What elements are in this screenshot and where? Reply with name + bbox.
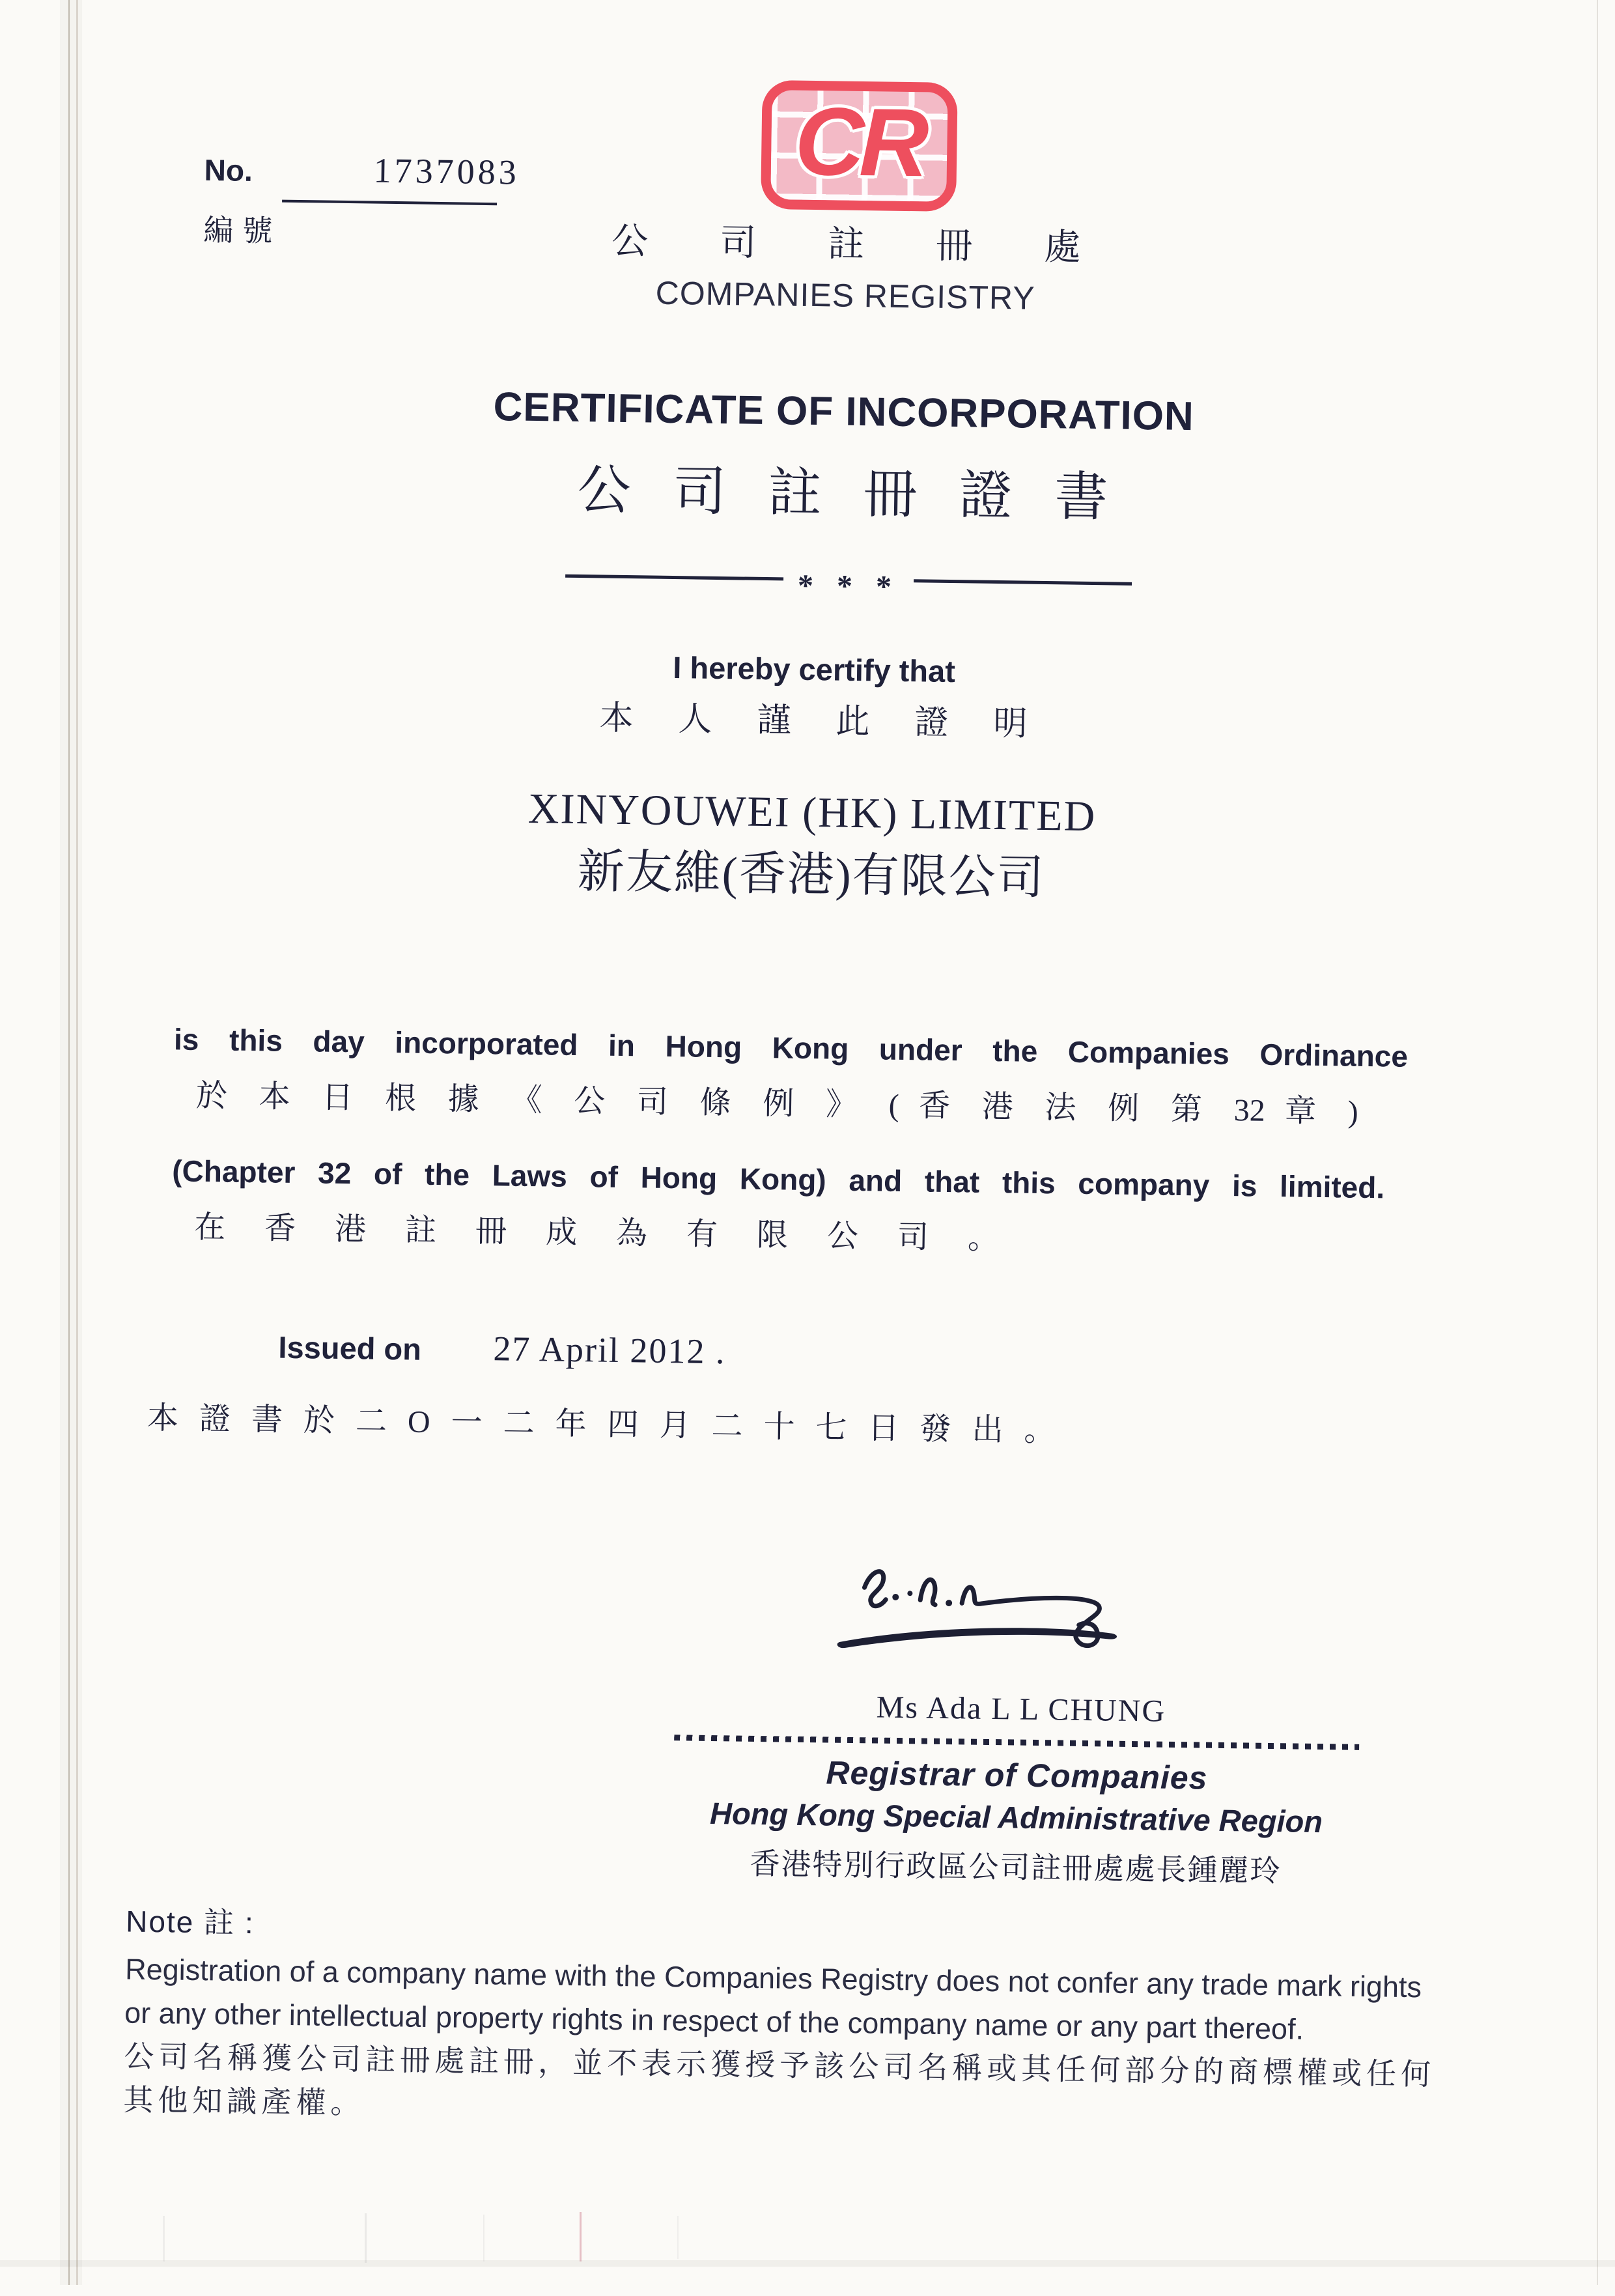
certificate-number-label: No. (204, 152, 253, 188)
limited-statement-chinese: 在香港註冊成為有限公司。 (193, 1210, 1039, 1256)
signature-dotted-line (674, 1735, 1359, 1750)
note-line: or any other intellectual property rights in respect of the company name or any part thereof. (124, 1996, 1304, 2046)
issued-date-value: 27 April 2012 . (493, 1329, 726, 1372)
issued-date-chinese: 本證書於二O一二年四月二十七日發出。 (147, 1400, 1076, 1449)
registrar-title-english: Registrar of Companies (826, 1754, 1208, 1796)
registrar-signature-image (810, 1558, 1150, 1670)
certificate-number-value: 1737083 (373, 150, 520, 192)
registrar-signer-name: Ms Ada L L CHUNG (876, 1690, 1166, 1729)
note-label: Note 註 : (125, 1904, 255, 1940)
registrar-region-english: Hong Kong Special Administrative Region (709, 1796, 1323, 1839)
divider-line-right (914, 579, 1132, 586)
certify-statement-chinese: 本 人 謹 此 證 明 (599, 700, 1046, 744)
company-name-english: XINYOUWEI (HK) LIMITED (527, 784, 1097, 841)
incorporation-statement-english: is this day incorporated in Hong Kong under the Companies Ordinance (173, 1022, 1409, 1073)
registrar-title-chinese: 香港特別行政區公司註冊處處長鍾麗玲 (750, 1847, 1282, 1888)
note-line: 公司名稱獲公司註冊處註冊，並不表示獲授予該公司名稱或其任何部分的商標權或任何 (123, 2039, 1436, 2091)
certify-statement-english: I hereby certify that (672, 650, 956, 689)
note-line: Registration of a company name with the Companies Registry does not confer any trade mark rights (124, 1952, 1422, 2004)
registry-name-english: COMPANIES REGISTRY (655, 274, 1035, 317)
limited-statement-english: (Chapter 32 of the Laws of Hong Kong) and that this company is limited. (171, 1154, 1385, 1205)
note-line: 其他知識產權。 (123, 2083, 365, 2120)
company-name-chinese: 新友維(香港)有限公司 (577, 845, 1046, 905)
note-body (123, 1947, 1480, 2140)
divider-line-left (565, 574, 783, 581)
title-divider (565, 558, 1132, 602)
issued-on-label: Issued on (278, 1329, 422, 1367)
certificate-title-english: CERTIFICATE OF INCORPORATION (493, 384, 1195, 440)
incorporation-statement-chinese: 於 本 日 根 據 《 公 司 條 例 》 ( 香 港 法 例 第 32 章 ) (195, 1078, 1359, 1129)
registry-name-chinese: 公 司 註 冊 處 (611, 221, 1112, 269)
companies-registry-logo (761, 80, 958, 212)
divider-stars: * * * (797, 568, 900, 604)
certificate-title-chinese: 公 司 註 冊 證 書 (577, 460, 1123, 528)
cr-logo-initials: CR (794, 87, 925, 197)
certificate-number-underline (282, 200, 497, 206)
certificate-number-label-chinese: 編號 (203, 213, 282, 248)
